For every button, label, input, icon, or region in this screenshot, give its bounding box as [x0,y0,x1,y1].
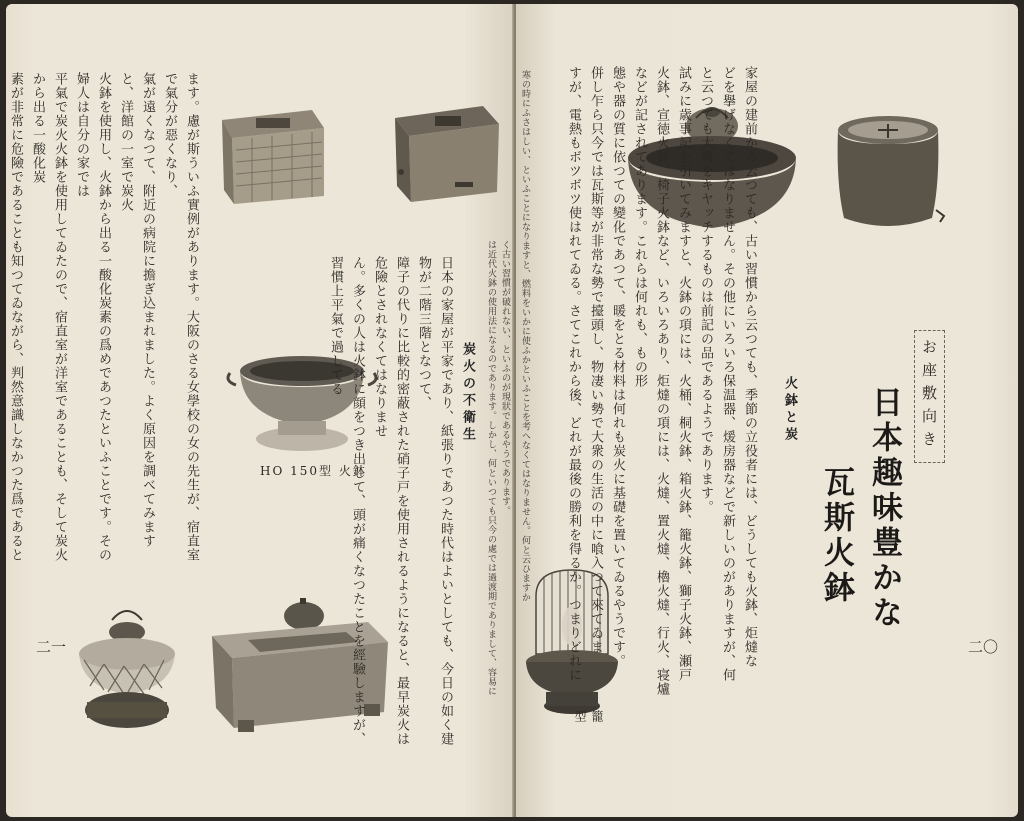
basket-hibachi-figure [212,100,330,210]
article-title-line-1: 日本趣味豊かな [866,386,902,631]
left-body-text: ます。慮が斯ういふ實例があります。大阪のさる女學校の女の先生が、宿直室で氣分が惡くなり、 氣が遠くなつて、附近の病院に擔ぎ込まれました。よく原因を調べてみますと、洋館の一室で炭火 火鉢を使用し、火鉢から出る一酸化炭素の爲めであつたといふことです。その婦人は自分の家では 平氣で炭火火鉢を使用してゐたので、宿直室が洋室であることも、そして炭火から出る一酸化炭 素が非常に危險であることも知つてゐながら、判然意識しなかつた爲であると [8,72,199,562]
section-tag: お座敷向き [914,330,945,463]
left-body-text-3: く古い習慣が破れない、といふのが現狀であるやうであります。 は近代火鉢の使用法になるのであります。しかし、何といつても只今の處では過渡期でありまして、容易に [486,240,510,696]
round-brazier-with-kettle-figure [74,602,180,732]
right-body-text: 家屋の建前から云つても、古い習慣から云つても、季節の立役者には、どうしても火鉢、炬燵な どを擧げなくてはなりません。その他にいろいろ保温器、煖房器などで新しいのがありますが、何 と云つても大衆をキヤッチするものは前記の品であるようであります。 試みに歳事記を引いてみますと、火鉢の項には、火桶、桐火鉢、箱火鉢、籠火鉢、獅子火鉢、瀬戸 火鉢、宣徳火鉢、椅子火鉢など、いろいろあり、炬燵の項には、火燵、置火燵、櫓火燵、行火、寝爐 などが記されてあります。これらは何れも、もの形 態や器の質に依つての變化であつて、暖をとる材料は何れも炭火に基礎を置いてゐるやうです。 併し乍ら只今では瓦斯等が非常な勢で擡頭し、物凄い勢で大衆の生活の中に喰入つて來てゐま すが、電熱もボツボツ使はれてゐる。さてこれから後、どれが最後の勝利を得るか。つまりどれに [566,66,757,696]
barrel-hibachi-figure [836,114,948,234]
left-section-heading: 炭火の不衛生 [460,342,475,444]
wooden-box-hibachi-figure [391,102,503,206]
left-folio: 二一 [36,638,67,656]
right-section-heading: 火鉢と炭 [782,376,797,444]
left-page [6,4,514,817]
figure-caption-right: 籠 型 [573,710,604,774]
right-page [516,4,1018,817]
right-small-text: 寒の時にふさはしい、といふことになりますと、燃料をいかに使ふかといふことを考へなくてはなりません。何と云ひますか [520,70,530,602]
figure-caption-left: HO 150型 火鉢 [260,464,367,478]
left-body-text-2: 日本の家屋が平家であり、紙張りであつた時代はよいとしても、今日の如く建物が二階三階となつて、 障子の代りに比較的密蔽された硝子戸を使用されるようになると、最早炭火は危險とされなくてはなりませ ん。多くの人は火鉢に顔をつき出して、頭が痛くなつたことを經驗しますが、習慣上平氣で過してる [328,256,453,746]
article-title-line-2: 瓦斯火鉢 [818,466,854,606]
right-folio: 二〇 [968,638,999,656]
